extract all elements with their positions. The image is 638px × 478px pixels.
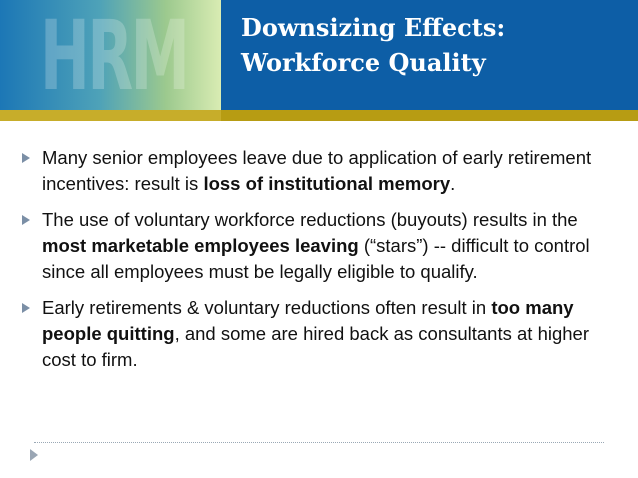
slide-title — [241, 10, 631, 80]
bullet-text-part: Early retirements & voluntary reductions often result in — [42, 297, 492, 318]
bullet-text — [42, 209, 590, 282]
slide-title-line-2: Workforce Quality — [241, 48, 486, 77]
bullet-text-emphasis: loss of institutional memory — [203, 173, 451, 194]
bullet-item — [22, 145, 622, 197]
bullet-text-part: (“stars”) -- difficult to control since all employees must be legally eligible to qualify. — [42, 235, 590, 282]
footer-divider — [34, 442, 604, 443]
bullet-text-emphasis: most marketable employees leaving — [42, 235, 359, 256]
bullet-text — [42, 147, 591, 194]
next-slide-arrow-icon[interactable] — [30, 449, 38, 461]
header-accent-bar-left — [0, 110, 221, 121]
bullet-text-part: Many senior employees leave due to application of early retirement incentives: result is — [42, 147, 592, 194]
bullet-text — [42, 297, 589, 370]
bullet-text-part: . — [450, 173, 456, 194]
bullet-item — [22, 295, 622, 373]
bullet-item — [22, 207, 622, 285]
slide-header — [0, 0, 638, 110]
bullet-text-emphasis: too many people quitting — [42, 297, 574, 344]
triangle-bullet-icon — [22, 303, 30, 313]
triangle-bullet-icon — [22, 153, 30, 163]
bullet-text-part: , and some are hired back as consultants at higher cost to firm. — [42, 323, 589, 370]
bullet-list — [22, 145, 622, 383]
slide-title-line-1: Downsizing Effects: — [241, 13, 506, 42]
hrm-logo-panel — [0, 0, 221, 110]
bullet-text-part: The use of voluntary workforce reductions (buyouts) results in the — [42, 209, 578, 230]
hrm-logo-text: HRM — [40, 0, 188, 110]
triangle-bullet-icon — [22, 215, 30, 225]
